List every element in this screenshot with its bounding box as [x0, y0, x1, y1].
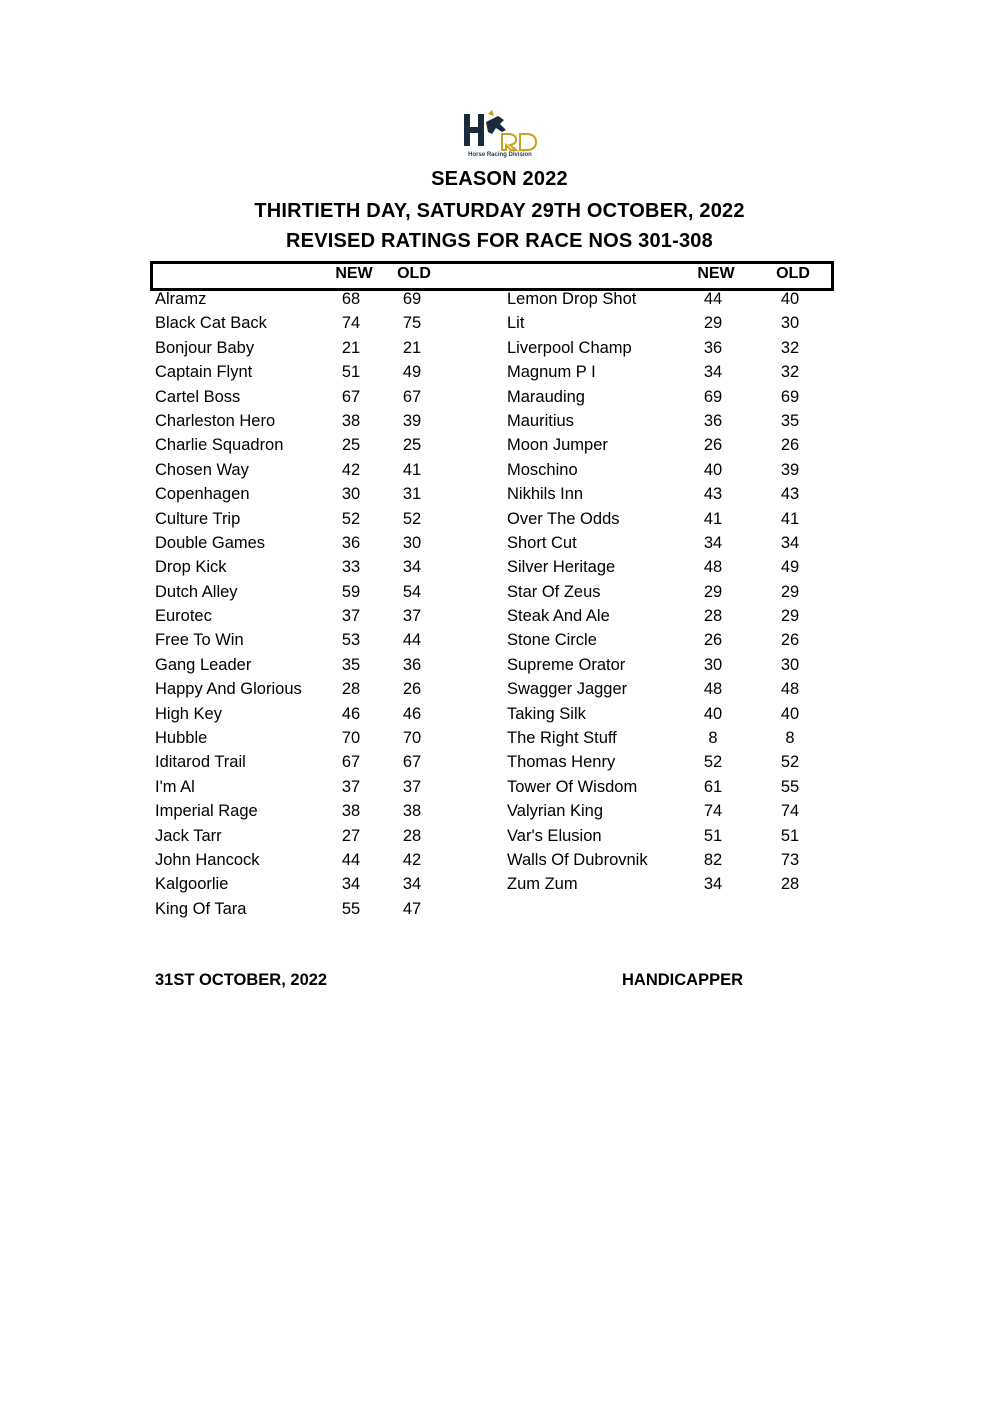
new-rating: 67: [341, 753, 361, 772]
new-rating: 36: [703, 338, 723, 357]
horse-name: Charleston Hero: [155, 411, 276, 430]
horse-name: Mauritius: [507, 411, 574, 430]
new-rating: 28: [341, 680, 361, 699]
old-rating: 29: [780, 582, 800, 601]
old-rating: 41: [402, 460, 422, 479]
horse-name: Imperial Rage: [155, 802, 258, 821]
new-rating: 68: [341, 290, 361, 308]
old-rating: 43: [780, 485, 800, 504]
horse-name: Culture Trip: [155, 509, 241, 528]
horse-name: Alramz: [155, 290, 207, 308]
old-rating: 8: [785, 729, 795, 748]
horse-name: Moschino: [507, 460, 578, 479]
horse-name: The Right Stuff: [507, 729, 617, 748]
horse-name: Bonjour Baby: [155, 338, 255, 357]
new-rating: 53: [341, 631, 361, 650]
old-rating: 40: [780, 290, 800, 308]
new-rating: 38: [341, 411, 361, 430]
new-rating: 37: [341, 777, 361, 796]
horse-name: Over The Odds: [507, 509, 620, 528]
old-rating: 44: [402, 631, 422, 650]
column-header-new-left: NEW: [335, 265, 373, 282]
new-rating: 70: [341, 729, 361, 748]
horse-name: John Hancock: [155, 850, 260, 869]
old-rating: 47: [402, 899, 422, 918]
new-rating: 36: [341, 533, 361, 552]
horse-name: Eurotec: [155, 607, 212, 626]
revised-ratings-heading: REVISED RATINGS FOR RACE NOS 301-308: [286, 230, 713, 252]
new-rating: 55: [341, 899, 361, 918]
old-rating: 51: [780, 826, 800, 845]
horse-name: Hubble: [155, 729, 208, 748]
new-rating: 35: [341, 655, 361, 674]
old-rating: 37: [402, 777, 422, 796]
season-heading: SEASON 2022: [431, 168, 568, 190]
old-rating: 34: [780, 533, 800, 552]
horse-name: Zum Zum: [507, 875, 578, 894]
old-rating: 21: [402, 338, 422, 357]
new-rating: 30: [341, 485, 361, 504]
old-rating: 42: [402, 850, 422, 869]
old-rating: 26: [402, 680, 422, 699]
new-rating: 59: [341, 582, 361, 601]
old-rating: 55: [780, 777, 800, 796]
new-rating: 46: [341, 704, 361, 723]
column-header-old-right: OLD: [776, 265, 810, 282]
new-rating: 43: [703, 485, 723, 504]
old-rating: 34: [402, 558, 422, 577]
new-rating: 41: [703, 509, 723, 528]
old-rating: 39: [780, 460, 800, 479]
old-rating: 30: [780, 655, 800, 674]
horse-name: Nikhils Inn: [507, 485, 584, 504]
old-rating: 70: [402, 729, 422, 748]
old-rating: 52: [780, 753, 800, 772]
horse-name: Double Games: [155, 533, 266, 552]
new-rating: 40: [703, 704, 723, 723]
horse-name: Jack Tarr: [155, 826, 222, 845]
column-header-new-right: NEW: [697, 265, 735, 282]
old-rating: 32: [780, 338, 800, 357]
horse-name: Kalgoorlie: [155, 875, 229, 894]
horse-racing-division-emblem: [458, 110, 542, 152]
horse-name: Lit: [507, 314, 525, 333]
horse-name: Copenhagen: [155, 485, 250, 504]
horse-name: Cartel Boss: [155, 387, 241, 406]
horse-name: Magnum P I: [507, 363, 596, 382]
old-rating: 49: [402, 363, 422, 382]
old-rating: 54: [402, 582, 422, 601]
old-rating: 28: [780, 875, 800, 894]
old-rating: 36: [402, 655, 422, 674]
old-rating: 32: [780, 363, 800, 382]
new-rating: 34: [341, 875, 361, 894]
new-rating: 52: [703, 753, 723, 772]
new-rating: 40: [703, 460, 723, 479]
horse-name: Thomas Henry: [507, 753, 616, 772]
old-rating: 25: [402, 436, 422, 455]
old-rating: 40: [780, 704, 800, 723]
new-rating: 52: [341, 509, 361, 528]
horse-name: Walls Of Dubrovnik: [507, 850, 648, 869]
day-heading: THIRTIETH DAY, SATURDAY 29TH OCTOBER, 2022: [254, 200, 745, 222]
old-rating: 26: [780, 631, 800, 650]
new-rating: 74: [341, 314, 361, 333]
horse-name: Dutch Alley: [155, 582, 238, 601]
new-rating: 36: [703, 411, 723, 430]
horse-name: Free To Win: [155, 631, 244, 650]
horse-name: Black Cat Back: [155, 314, 267, 333]
old-rating: 52: [402, 509, 422, 528]
new-rating: 69: [703, 387, 723, 406]
horse-name: Moon Jumper: [507, 436, 608, 455]
horse-name: I'm Al: [155, 777, 195, 796]
horse-name: Liverpool Champ: [507, 338, 632, 357]
old-rating: 28: [402, 826, 422, 845]
new-rating: 82: [703, 850, 723, 869]
horse-name: Lemon Drop Shot: [507, 290, 637, 308]
horse-name: Drop Kick: [155, 558, 227, 577]
new-rating: 29: [703, 314, 723, 333]
old-rating: 67: [402, 387, 422, 406]
new-rating: 51: [341, 363, 361, 382]
new-rating: 21: [341, 338, 361, 357]
horse-name: Marauding: [507, 387, 585, 406]
horse-name: Stone Circle: [507, 631, 597, 650]
old-rating: 30: [402, 533, 422, 552]
old-rating: 29: [780, 607, 800, 626]
new-rating: 42: [341, 460, 361, 479]
hrd-logo: [458, 110, 548, 162]
horse-name: Charlie Squadron: [155, 436, 284, 455]
horse-name: Gang Leader: [155, 655, 252, 674]
old-rating: 73: [780, 850, 800, 869]
horse-name: Taking Silk: [507, 704, 586, 723]
horse-name: Chosen Way: [155, 460, 249, 479]
new-rating: 67: [341, 387, 361, 406]
horse-name: Var's Elusion: [507, 826, 602, 845]
horse-name: Swagger Jagger: [507, 680, 628, 699]
old-rating: 48: [780, 680, 800, 699]
new-rating: 48: [703, 558, 723, 577]
footer-date: 31ST OCTOBER, 2022: [155, 971, 328, 989]
logo-caption: Horse Racing Division: [468, 152, 532, 158]
footer-signature: HANDICAPPER: [622, 971, 744, 989]
new-rating: 30: [703, 655, 723, 674]
old-rating: 38: [402, 802, 422, 821]
new-rating: 51: [703, 826, 723, 845]
old-rating: 74: [780, 802, 800, 821]
new-rating: 25: [341, 436, 361, 455]
horse-name: Short Cut: [507, 533, 577, 552]
horse-name: Supreme Orator: [507, 655, 626, 674]
horse-name: Iditarod Trail: [155, 753, 246, 772]
old-rating: 37: [402, 607, 422, 626]
horse-name: King Of Tara: [155, 899, 247, 918]
new-rating: 27: [341, 826, 361, 845]
horse-name: Star Of Zeus: [507, 582, 601, 601]
new-rating: 48: [703, 680, 723, 699]
new-rating: 37: [341, 607, 361, 626]
horse-name: Valyrian King: [507, 802, 603, 821]
old-rating: 49: [780, 558, 800, 577]
old-rating: 26: [780, 436, 800, 455]
new-rating: 26: [703, 631, 723, 650]
new-rating: 29: [703, 582, 723, 601]
new-rating: 38: [341, 802, 361, 821]
old-rating: 46: [402, 704, 422, 723]
old-rating: 67: [402, 753, 422, 772]
old-rating: 41: [780, 509, 800, 528]
new-rating: 61: [703, 777, 723, 796]
horse-name: Silver Heritage: [507, 558, 616, 577]
old-rating: 35: [780, 411, 800, 430]
new-rating: 8: [708, 729, 718, 748]
old-rating: 34: [402, 875, 422, 894]
old-rating: 69: [780, 387, 800, 406]
new-rating: 28: [703, 607, 723, 626]
old-rating: 75: [402, 314, 422, 333]
horse-name: High Key: [155, 704, 222, 723]
horse-name: Tower Of Wisdom: [507, 777, 638, 796]
old-rating: 30: [780, 314, 800, 333]
old-rating: 39: [402, 411, 422, 430]
new-rating: 33: [341, 558, 361, 577]
new-rating: 26: [703, 436, 723, 455]
old-rating: 69: [402, 290, 422, 308]
horse-name: Captain Flynt: [155, 363, 253, 382]
horse-name: Happy And Glorious: [155, 680, 302, 699]
old-rating: 31: [402, 485, 422, 504]
new-rating: 74: [703, 802, 723, 821]
new-rating: 34: [703, 533, 723, 552]
new-rating: 34: [703, 875, 723, 894]
new-rating: 34: [703, 363, 723, 382]
horse-name: Steak And Ale: [507, 607, 610, 626]
new-rating: 44: [703, 290, 723, 308]
column-header-old-left: OLD: [397, 265, 431, 282]
new-rating: 44: [341, 850, 361, 869]
